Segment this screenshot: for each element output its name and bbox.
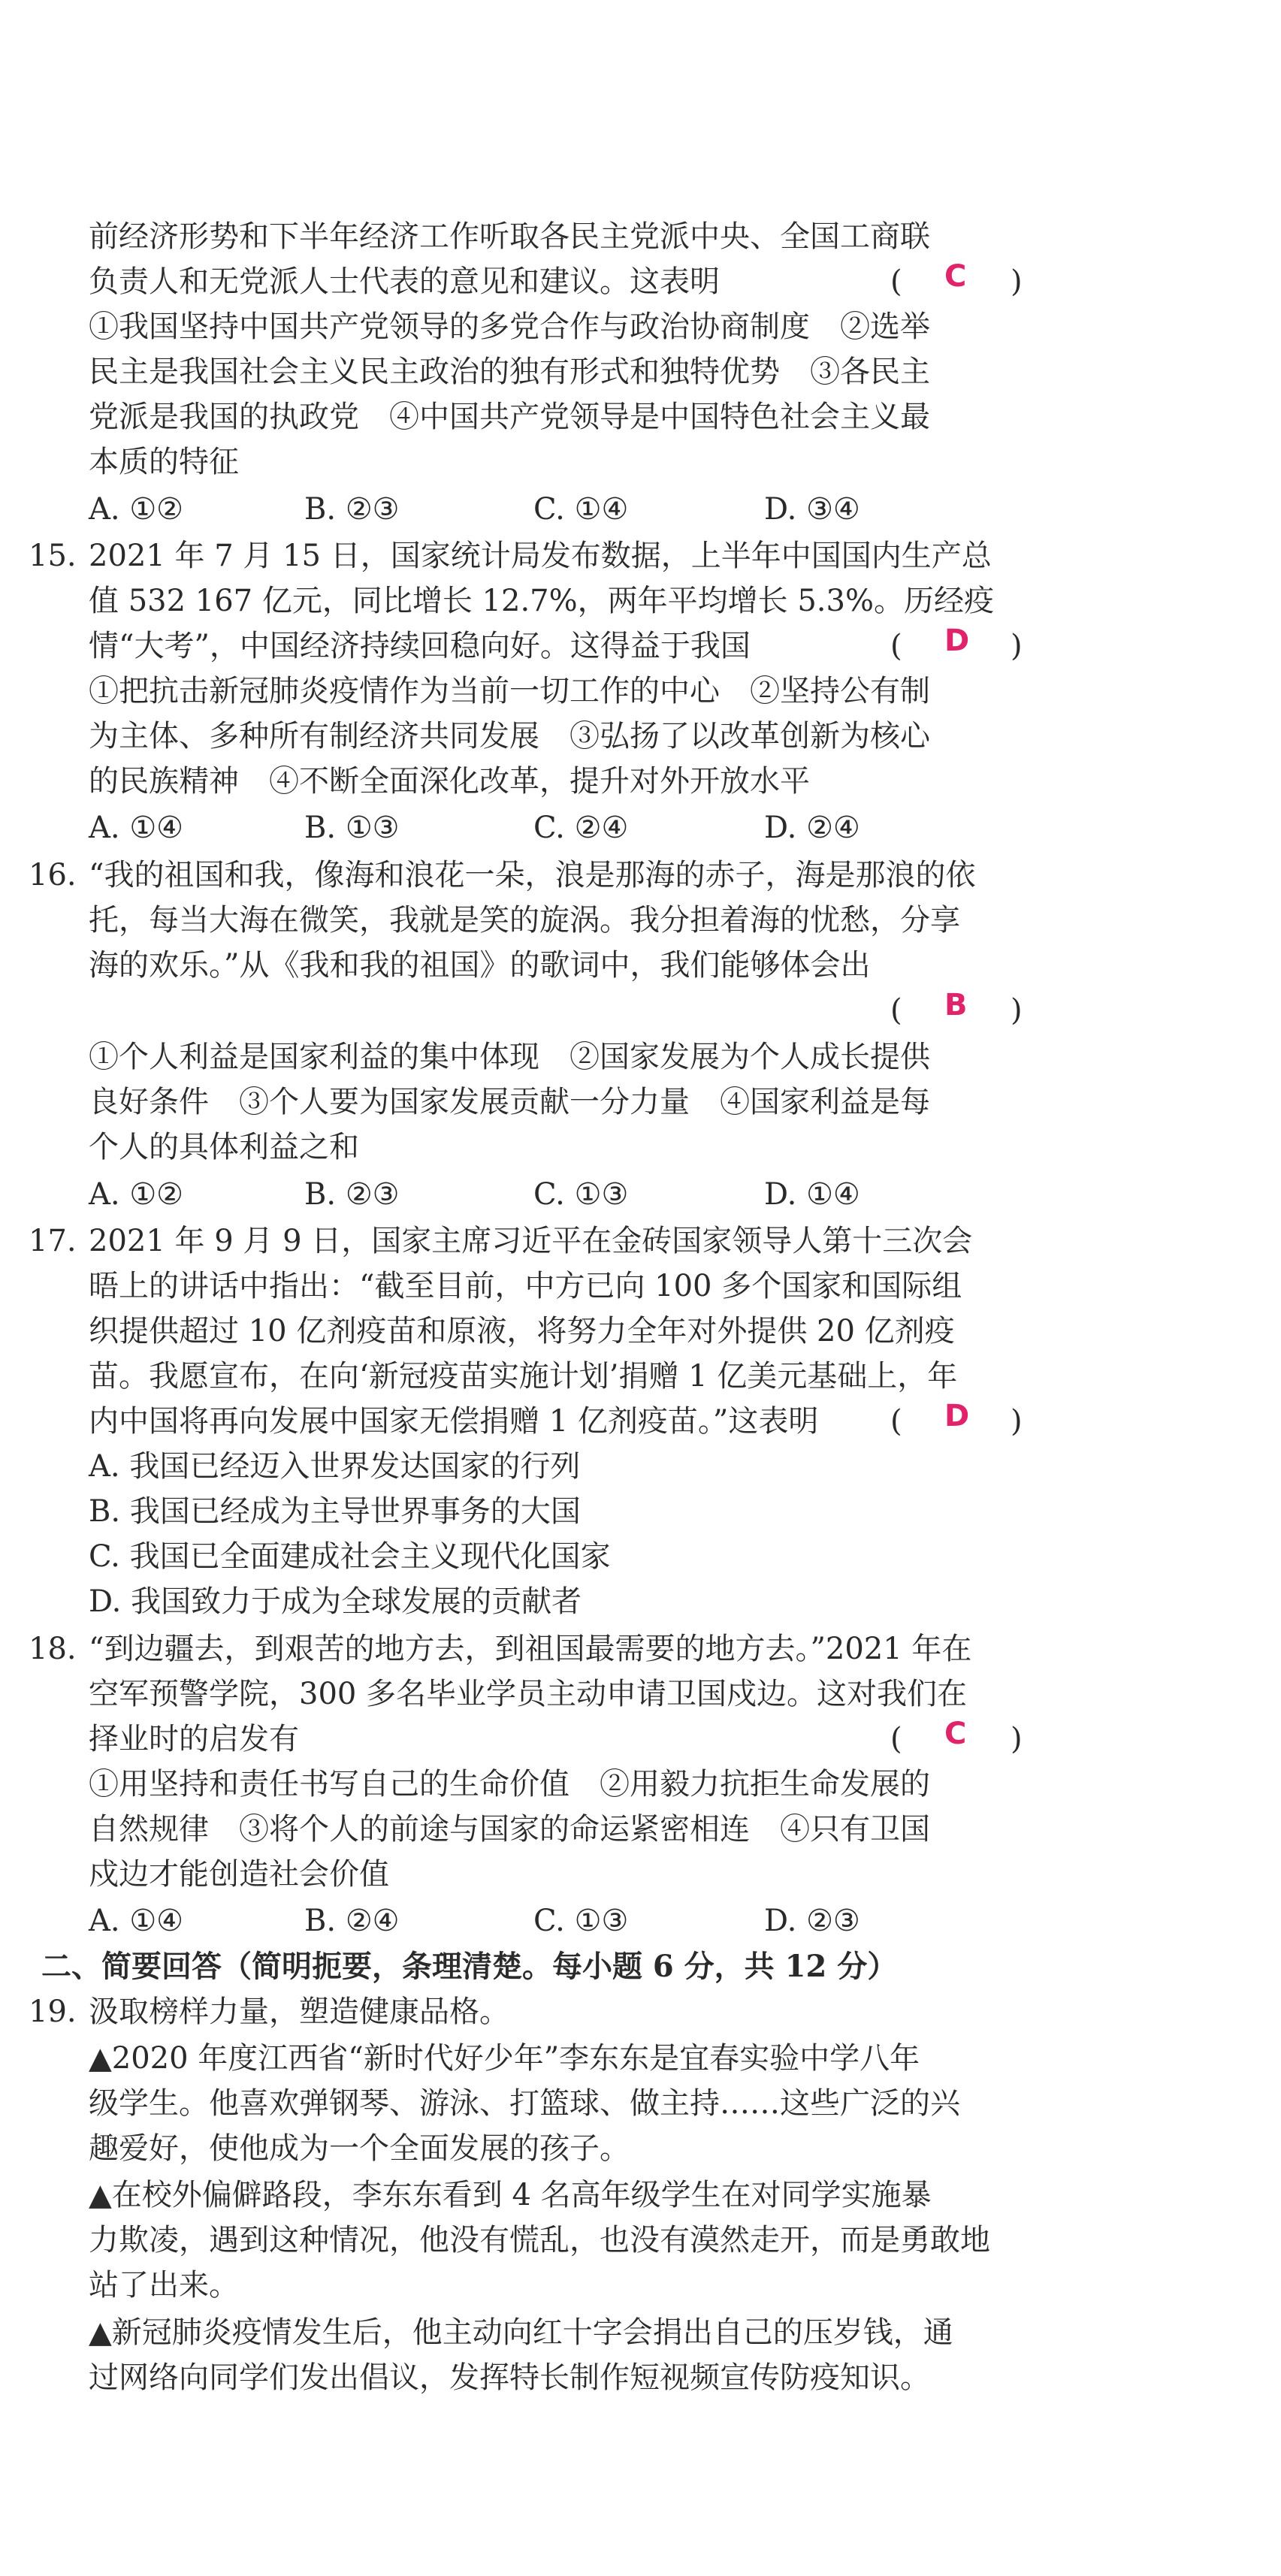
q16-line-5: 良好条件 ③个人要为国家发展贡献一分力量 ④国家利益是每: [89, 1085, 930, 1119]
q18-line-4: ①用坚持和责任书写自己的生命价值 ②用毅力抗拒生命发展的: [89, 1767, 930, 1801]
q17-option-c: C. 我国已全面建成社会主义现代化国家: [89, 1539, 611, 1574]
q14-paren-close: ): [1011, 264, 1023, 299]
q17-paren-open: (: [890, 1404, 902, 1439]
q17-line-2: 晤上的讲话中指出：“截至目前，中方已向 100 多个国家和国际组: [89, 1269, 962, 1303]
q15-line-3: 情“大考”，中国经济持续回稳向好。这得益于我国: [89, 629, 751, 663]
q15-line-2: 值 532 167 亿元，同比增长 12.7%，两年平均增长 5.3%。历经疫: [89, 584, 994, 618]
q18-number: 18.: [29, 1632, 77, 1666]
q19-line-7: ▲新冠肺炎疫情发生后，他主动向红十字会捐出自己的压岁钱，通: [89, 2315, 953, 2350]
q14-option-c: C. ①④: [533, 492, 629, 527]
q16-option-a: A. ①②: [89, 1177, 184, 1212]
q14-answer: C: [944, 259, 967, 294]
q14-line-4: 民主是我国社会主义民主政治的独有形式和独特优势 ③各民主: [89, 355, 930, 389]
q18-line-5: 自然规律 ③将个人的前途与国家的命运紧密相连 ④只有卫国: [89, 1812, 930, 1847]
q16-number: 16.: [29, 858, 77, 892]
q18-option-c: C. ①③: [533, 1904, 629, 1938]
q15-number: 15.: [29, 539, 77, 573]
q18-option-d: D. ②③: [764, 1904, 860, 1938]
q16-line-1: “我的祖国和我，像海和浪花一朵，浪是那海的赤子，海是那浪的依: [89, 858, 976, 892]
q16-line-2: 托，每当大海在微笑，我就是笑的旋涡。我分担着海的忧愁，分享: [89, 903, 960, 938]
q16-paren-open: (: [890, 993, 902, 1028]
q19-number: 19.: [29, 1995, 77, 2029]
q19-line-1: ▲2020 年度江西省“新时代好少年”李东东是宜春实验中学八年: [89, 2041, 920, 2076]
q17-option-b: B. 我国已经成为主导世界事务的大国: [89, 1494, 581, 1529]
q15-paren-open: (: [890, 629, 902, 663]
q17-number: 17.: [29, 1224, 77, 1258]
q19-line-4: ▲在校外偏僻路段，李东东看到 4 名高年级学生在对同学实施暴: [89, 2178, 932, 2212]
q18-answer: C: [944, 1717, 967, 1751]
q16-paren-close: ): [1011, 993, 1023, 1028]
q15-option-a: A. ①④: [89, 811, 184, 845]
q14-line-6: 本质的特征: [89, 445, 239, 479]
q14-option-b: B. ②③: [304, 492, 400, 527]
q14-paren-open: (: [890, 264, 902, 299]
q15-line-1: 2021 年 7 月 15 日，国家统计局发布数据，上半年中国国内生产总: [89, 539, 992, 573]
q18-option-b: B. ②④: [304, 1904, 400, 1938]
q18-line-2: 空军预警学院，300 多名毕业学员主动申请卫国戍边。这对我们在: [89, 1677, 968, 1711]
q16-line-6: 个人的具体利益之和: [89, 1130, 359, 1164]
q19-line-6: 站了出来。: [89, 2268, 239, 2303]
q16-option-c: C. ①③: [533, 1177, 629, 1212]
q19-title: 汲取榜样力量，塑造健康品格。: [89, 1995, 509, 2029]
q14-option-d: D. ③④: [764, 492, 860, 527]
section-2-heading: 二、简要回答（简明扼要，条理清楚。每小题 6 分，共 12 分）: [41, 1949, 898, 1984]
q19-line-3: 趣爱好，使他成为一个全面发展的孩子。: [89, 2131, 630, 2166]
q14-line-3: ①我国坚持中国共产党领导的多党合作与政治协商制度 ②选举: [89, 310, 930, 344]
q18-line-3: 择业时的启发有: [89, 1722, 299, 1756]
q16-answer: B: [944, 988, 968, 1022]
q17-line-1: 2021 年 9 月 9 日，国家主席习近平在金砖国家领导人第十三次会: [89, 1224, 973, 1258]
q18-line-6: 戍边才能创造社会价值: [89, 1857, 389, 1892]
q17-option-d: D. 我国致力于成为全球发展的贡献者: [89, 1584, 582, 1619]
q16-option-d: D. ①④: [764, 1177, 860, 1212]
q15-option-c: C. ②④: [533, 811, 629, 845]
q16-option-b: B. ②③: [304, 1177, 400, 1212]
q14-line-2: 负责人和无党派人士代表的意见和建议。这表明: [89, 264, 720, 299]
q19-line-5: 力欺凌，遇到这种情况，他没有慌乱，也没有漠然走开，而是勇敢地: [89, 2223, 990, 2257]
q18-line-1: “到边疆去，到艰苦的地方去，到祖国最需要的地方去。”2021 年在: [89, 1632, 972, 1666]
q17-option-a: A. 我国已经迈入世界发达国家的行列: [89, 1449, 581, 1484]
q17-line-4: 苗。我愿宣布，在向‘新冠疫苗实施计划’捐赠 1 亿美元基础上，年: [89, 1359, 958, 1394]
q15-option-d: D. ②④: [764, 811, 860, 845]
q18-option-a: A. ①④: [89, 1904, 184, 1938]
q19-line-2: 级学生。他喜欢弹钢琴、游泳、打篮球、做主持……这些广泛的兴: [89, 2086, 960, 2121]
q15-line-5: 为主体、多种所有制经济共同发展 ③弘扬了以改革创新为核心: [89, 719, 930, 753]
q15-answer: D: [944, 624, 970, 658]
q17-answer: D: [944, 1399, 970, 1433]
q17-line-3: 织提供超过 10 亿剂疫苗和原液，将努力全年对外提供 20 亿剂疫: [89, 1314, 955, 1348]
q14-line-5: 党派是我国的执政党 ④中国共产党领导是中国特色社会主义最: [89, 400, 930, 434]
q19-line-8: 过网络向同学们发出倡议，发挥特长制作短视频宣传防疫知识。: [89, 2360, 930, 2395]
q16-line-3: 海的欢乐。”从《我和我的祖国》的歌词中，我们能够体会出: [89, 948, 871, 983]
q15-paren-close: ): [1011, 629, 1023, 663]
q15-line-4: ①把抗击新冠肺炎疫情作为当前一切工作的中心 ②坚持公有制: [89, 674, 930, 708]
q17-paren-close: ): [1011, 1404, 1023, 1439]
q16-line-4: ①个人利益是国家利益的集中体现 ②国家发展为个人成长提供: [89, 1040, 930, 1074]
q18-paren-open: (: [890, 1722, 902, 1756]
q15-line-6: 的民族精神 ④不断全面深化改革，提升对外开放水平: [89, 764, 810, 799]
q17-line-5: 内中国将再向发展中国家无偿捐赠 1 亿剂疫苗。”这表明: [89, 1404, 819, 1439]
q14-line-1: 前经济形势和下半年经济工作听取各民主党派中央、全国工商联: [89, 219, 930, 254]
q15-option-b: B. ①③: [304, 811, 400, 845]
q14-option-a: A. ①②: [89, 492, 184, 527]
q18-paren-close: ): [1011, 1722, 1023, 1756]
